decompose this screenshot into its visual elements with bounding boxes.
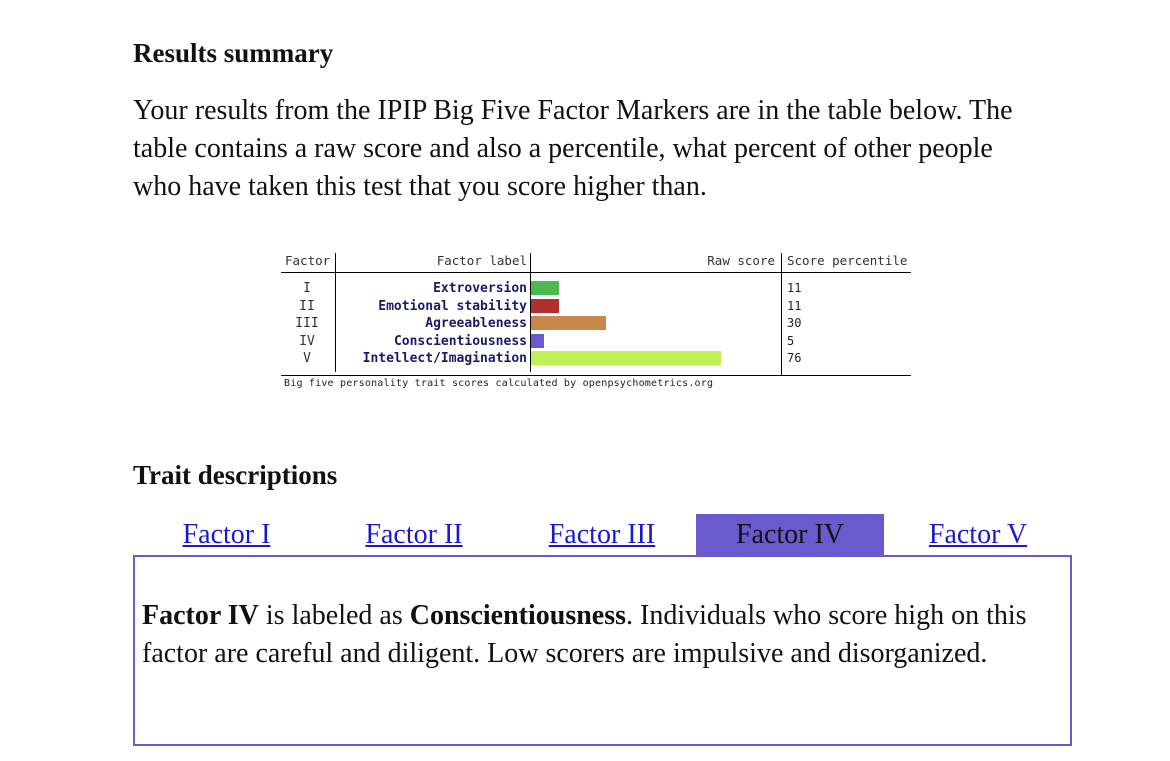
score-bar xyxy=(531,299,559,313)
chart-header-raw-score: Raw score xyxy=(707,253,775,268)
tab-factor-v[interactable] xyxy=(884,514,1072,556)
score-percentile: 76 xyxy=(787,351,802,365)
description-trait-name: Conscientiousness xyxy=(409,600,627,631)
score-bar xyxy=(531,281,559,295)
tab-factor-iii[interactable] xyxy=(508,514,696,556)
factor-label: Emotional stability xyxy=(378,298,527,314)
score-bar xyxy=(531,334,544,348)
factor-label: Extroversion xyxy=(433,281,527,296)
chart-header-factor: Factor xyxy=(285,253,331,268)
tab-factor-iv-label: Factor IV xyxy=(735,519,845,550)
factor-label: Agreeableness xyxy=(425,316,527,331)
chart-header-percentile: Score percentile xyxy=(787,253,908,268)
score-percentile: 5 xyxy=(787,333,795,348)
chart-row xyxy=(281,350,911,367)
results-summary-heading: Results summary xyxy=(133,38,334,68)
tab-factor-i-link[interactable]: Factor I xyxy=(182,519,271,550)
trait-descriptions-heading: Trait descriptions xyxy=(133,460,338,490)
chart-footer-rule xyxy=(281,375,911,376)
tab-factor-iii-link[interactable]: Factor III xyxy=(548,519,656,550)
score-percentile: 11 xyxy=(787,298,802,313)
chart-credit: Big five personality trait scores calculated by openpsychometrics.org xyxy=(284,378,714,389)
chart-row xyxy=(281,298,911,315)
factor-tabs xyxy=(133,514,1072,556)
factor-label: Conscientiousness xyxy=(393,333,527,349)
tab-factor-iv[interactable] xyxy=(696,514,884,556)
score-bar xyxy=(531,316,606,330)
tab-factor-v-link[interactable]: Factor V xyxy=(928,519,1028,550)
description-factor-name: Factor IV xyxy=(142,600,259,631)
results-intro-text: Your results from the IPIP Big Five Factor Markers are in the table below. The table contains a raw score and also a percentile, what percent of other people who have taken this test that you score higher than. xyxy=(133,95,1013,202)
description-text-part2: . Individuals who score high on this factor are careful and diligent. Low scorers are impulsive and disorganized. xyxy=(142,600,1027,669)
description-text-part1: is labeled as xyxy=(258,600,410,631)
chart-header-rule xyxy=(281,272,911,273)
chart-header-label: Factor label xyxy=(436,253,527,268)
score-chart xyxy=(281,250,911,398)
score-percentile: 11 xyxy=(787,281,802,295)
factor-number: I xyxy=(303,281,311,296)
tab-factor-ii-link[interactable]: Factor II xyxy=(365,519,463,550)
chart-row xyxy=(281,280,911,297)
factor-number: III xyxy=(295,316,319,331)
factor-number: IV xyxy=(299,333,315,349)
score-percentile: 30 xyxy=(787,316,802,330)
tab-factor-ii[interactable] xyxy=(320,514,508,556)
chart-row xyxy=(281,333,911,350)
factor-number: V xyxy=(303,351,311,366)
trait-description-panel xyxy=(133,555,1072,746)
factor-label: Intellect/Imagination xyxy=(362,351,527,366)
chart-row xyxy=(281,315,911,332)
tab-factor-i[interactable] xyxy=(133,514,320,556)
trait-description-text xyxy=(142,597,1057,673)
score-bar xyxy=(531,351,721,365)
factor-number: II xyxy=(299,298,315,314)
